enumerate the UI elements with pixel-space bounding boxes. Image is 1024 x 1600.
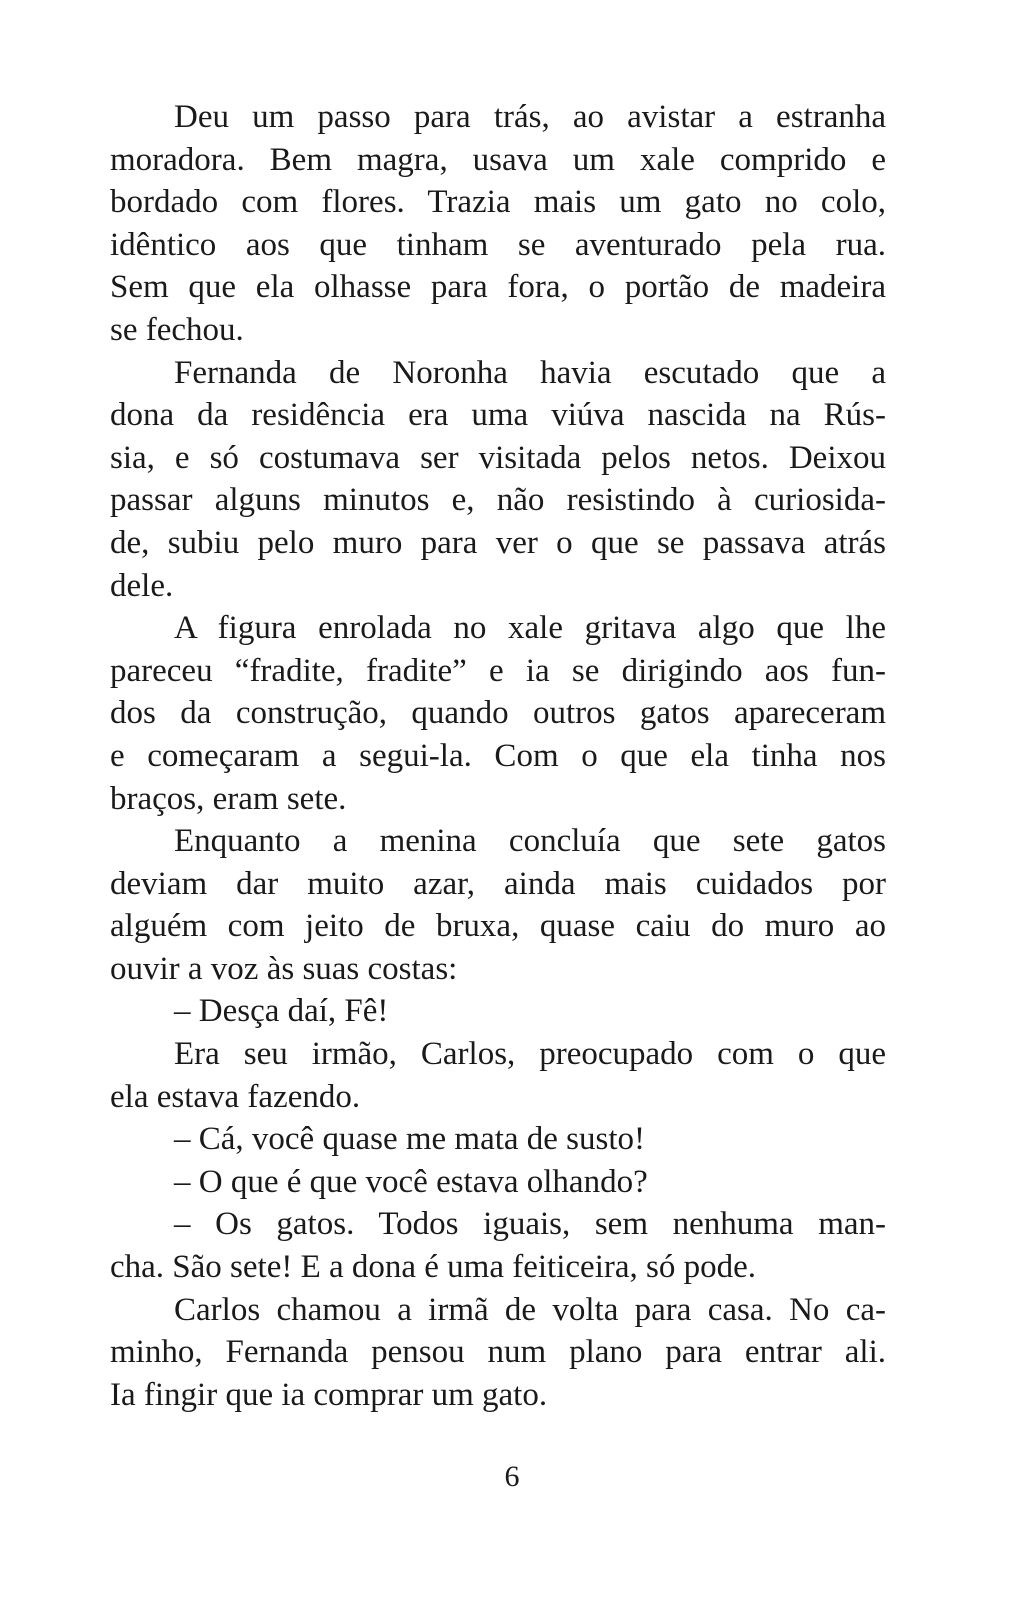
text-line: pareceu “fradite, fradite” e ia se dirigindo aos fun- [110,652,886,689]
text-line: de, subiu pelo muro para ver o que se passava atrás [110,524,886,561]
text-line: braços, eram sete. [110,780,347,817]
text-line: A figura enrolada no xale gritava algo que lhe [174,610,886,647]
text-line: se fechou. [110,311,244,348]
text-line: Sem que ela olhasse para fora, o portão de madeira [110,269,886,306]
page-body [110,96,886,1416]
text-line: sia, e só costumava ser visitada pelos netos. Deixou [110,439,886,476]
text-line: idêntico aos que tinham se aventurado pela rua. [110,226,886,263]
text-line: deviam dar muito azar, ainda mais cuidados por [110,865,886,902]
text-line: dele. [110,567,174,604]
text-line: e começaram a segui-la. Com o que ela tinha nos [110,737,886,774]
text-line: dona da residência era uma viúva nascida na Rús- [110,397,886,434]
text-line: bordado com flores. Trazia mais um gato no colo, [110,184,886,221]
text-line: Ia fingir que ia comprar um gato. [110,1376,548,1413]
text-line: Era seu irmão, Carlos, preocupado com o que [174,1036,886,1073]
text-line: Enquanto a menina concluía que sete gatos [174,823,886,860]
text-line: moradora. Bem magra, usava um xale comprido e [110,141,886,178]
text-line: Deu um passo para trás, ao avistar a estranha [174,99,886,135]
text-line: alguém com jeito de bruxa, quase caiu do muro ao [110,908,886,945]
text-line: – Cá, você quase me mata de susto! [174,1121,646,1158]
text-line: – Os gatos. Todos iguais, sem nenhuma man- [174,1206,886,1243]
text-line: cha. São sete! E a dona é uma feiticeira, só pode. [110,1249,756,1286]
text-line: ouvir a voz às suas costas: [110,950,458,987]
text-line: Carlos chamou a irmã de volta para casa. No ca- [174,1291,886,1328]
page-number: 6 [504,1460,520,1493]
text-line: minho, Fernanda pensou num plano para entrar ali. [110,1334,886,1371]
text-line: – Desça daí, Fê! [174,993,389,1030]
text-line: dos da construção, quando outros gatos apareceram [110,695,886,732]
text-lines [110,96,886,1416]
text-line: ela estava fazendo. [110,1078,361,1115]
text-line: passar alguns minutos e, não resistindo à curiosida- [110,482,886,519]
text-line: – O que é que você estava olhando? [174,1163,648,1200]
text-line: Fernanda de Noronha havia escutado que a [174,354,886,391]
